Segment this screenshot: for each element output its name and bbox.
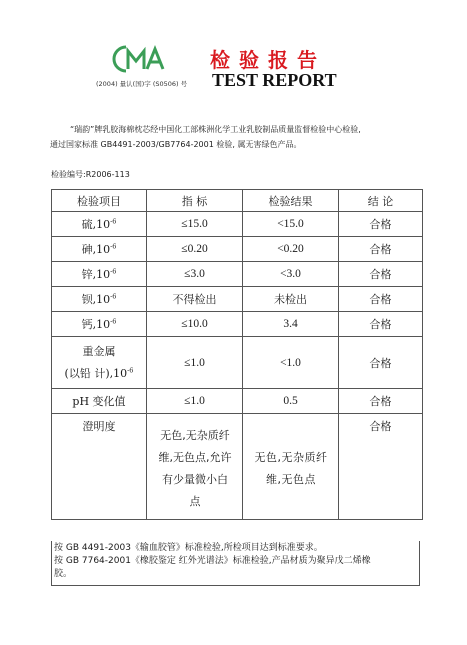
- row-spec: ≤0.20: [147, 237, 243, 262]
- report-title-english: TEST REPORT: [212, 70, 337, 90]
- row-spec: 不得检出: [147, 287, 243, 312]
- report-number: [51, 169, 130, 180]
- row-conclusion: 合格: [339, 312, 423, 337]
- row-conclusion: 合格: [339, 212, 423, 237]
- row-conclusion: 合格: [339, 414, 423, 520]
- header-conclusion: 结 论: [339, 190, 423, 212]
- note-line-2: 按 GB 7764-2001《橡胶鉴定 红外光谱法》标准检验,产品材质为聚异戊二烯橡: [54, 556, 371, 566]
- note-line-1: 按 GB 4491-2003《输血胶管》标准检验,所检项目达到标准要求。: [54, 543, 323, 553]
- row-spec: ≤15.0: [147, 212, 243, 237]
- row-spec: ≤1.0: [147, 389, 243, 414]
- report-number-value: R2006-113: [85, 170, 130, 179]
- row-result: 未检出: [243, 287, 339, 312]
- table-row: [52, 237, 423, 262]
- row-item: 钡$,10^{-6}$: [52, 287, 147, 312]
- cma-logo: [112, 44, 168, 74]
- row-item: 硫$,10^{-6}$: [52, 212, 147, 237]
- row-conclusion: 合格: [339, 337, 423, 389]
- row-spec: ≤1.0: [147, 337, 243, 389]
- row-conclusion: 合格: [339, 237, 423, 262]
- header-spec: 指 标: [147, 190, 243, 212]
- row-conclusion: 合格: [339, 262, 423, 287]
- row-spec: 无色,无杂质纤 维,无色点,允许 有少量微小白 点: [147, 414, 243, 520]
- row-result: <1.0: [243, 337, 339, 389]
- intro-line-1: “瑞韵”牌乳胶海棉枕芯经中国化工部株洲化学工业乳胶制品质量监督检验中心检验,: [70, 125, 361, 134]
- row-spec: ≤3.0: [147, 262, 243, 287]
- test-results-table: [51, 189, 423, 520]
- table-header-row: [52, 190, 423, 212]
- table-row: [52, 414, 423, 520]
- notes-box: [51, 541, 420, 586]
- row-conclusion: 合格: [339, 389, 423, 414]
- row-item: 砷$,10^{-6}$: [52, 237, 147, 262]
- row-conclusion: 合格: [339, 287, 423, 312]
- row-item: 重金属 (以铅 计)$,10^{-6}$: [52, 337, 147, 389]
- note-line-3: 胶。: [54, 569, 73, 579]
- table-row: [52, 287, 423, 312]
- row-result: <3.0: [243, 262, 339, 287]
- report-title-chinese: 检验报告: [210, 48, 326, 72]
- intro-paragraph: [50, 122, 430, 152]
- row-item: pH 变化值: [52, 389, 147, 414]
- row-item: 锌$,10^{-6}$: [52, 262, 147, 287]
- cma-logo-icon: [112, 44, 168, 74]
- table-row: [52, 312, 423, 337]
- intro-line-2: 通过国家标准 GB4491-2003/GB7764-2001 检验, 属无害绿色产品。: [50, 140, 302, 149]
- row-spec: ≤10.0: [147, 312, 243, 337]
- row-result: 3.4: [243, 312, 339, 337]
- table-row: [52, 262, 423, 287]
- header-item: 检验项目: [52, 190, 147, 212]
- row-item: 澄明度: [52, 414, 147, 520]
- row-result: 0.5: [243, 389, 339, 414]
- row-item: 钙$,10^{-6}$: [52, 312, 147, 337]
- table-row: [52, 389, 423, 414]
- table-row: [52, 337, 423, 389]
- row-result: 无色,无杂质纤 维,无色点: [243, 414, 339, 520]
- row-result: <15.0: [243, 212, 339, 237]
- header-result: 检验结果: [243, 190, 339, 212]
- table-row: [52, 212, 423, 237]
- certification-number: (2004) 量认(国)字 (S0506) 号: [96, 80, 188, 88]
- report-number-label: 检验编号:: [51, 170, 86, 179]
- row-result: <0.20: [243, 237, 339, 262]
